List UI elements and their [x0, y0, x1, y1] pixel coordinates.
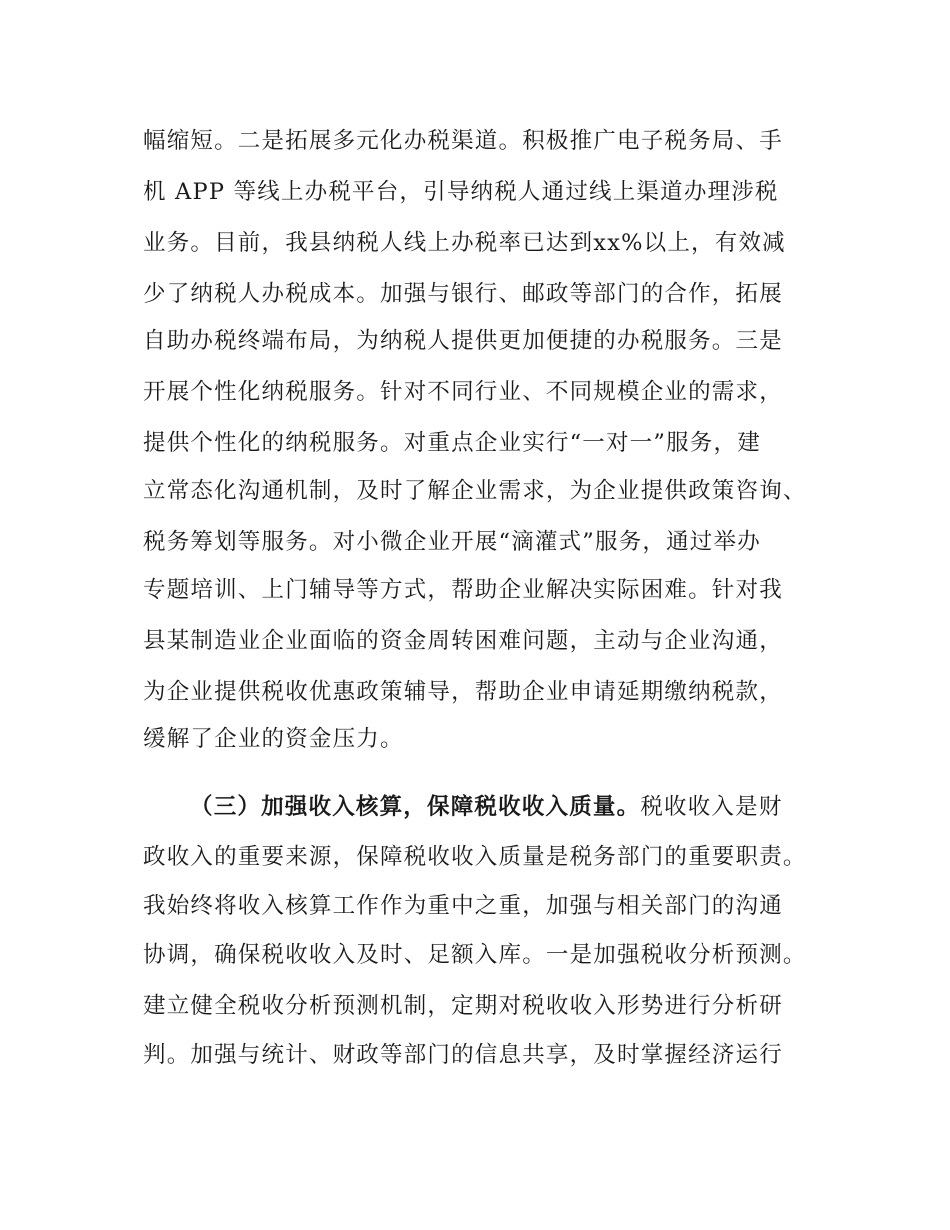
- body-text-line: 业务。目前，我县纳税人线上办税率已达到xx%以上，有效减: [143, 230, 786, 256]
- body-text-line: 立常态化沟通机制，及时了解企业需求，为企业提供政策咨询、: [143, 478, 807, 504]
- section-heading-line: [190, 792, 783, 822]
- body-text-line: 为企业提供税收优惠政策辅导，帮助企业申请延期缴纳税款，: [143, 679, 783, 705]
- body-text-line: 提供个性化的纳税服务。对重点企业实行“一对一”服务，建: [143, 430, 761, 456]
- body-text-line: 我始终将收入核算工作作为重中之重，加强与相关部门的沟通: [143, 893, 783, 919]
- body-text-line: 政收入的重要来源，保障税收收入质量是税务部门的重要职责。: [143, 844, 807, 870]
- body-text-line: 建立健全税收分析预测机制，定期对税收收入形势进行分析研: [143, 993, 783, 1019]
- body-text-line: 县某制造业企业面临的资金周转困难问题，主动与企业沟通，: [143, 628, 783, 654]
- body-text-line: 专题培训、上门辅导等方式，帮助企业解决实际困难。针对我: [143, 577, 783, 603]
- body-text-line: 幅缩短。二是拓展多元化办税渠道。积极推广电子税务局、手: [143, 128, 783, 154]
- body-text-line: 税务筹划等服务。对小微企业开展“滴灌式”服务，通过举办: [143, 529, 761, 555]
- body-text-line: 自助办税终端布局，为纳税人提供更加便捷的办税服务。三是: [143, 328, 783, 354]
- body-text-line: 机 APP 等线上办税平台，引导纳税人通过线上渠道办理涉税: [143, 179, 779, 205]
- section-heading: （三）加强收入核算，保障税收收入质量。: [190, 794, 641, 820]
- body-text-line: 开展个性化纳税服务。针对不同行业、不同规模企业的需求，: [143, 379, 783, 405]
- body-text-line: 缓解了企业的资金压力。: [143, 726, 404, 752]
- body-text-line: 判。加强与统计、财政等部门的信息共享，及时掌握经济运行: [143, 1042, 783, 1068]
- body-text-line: 协调，确保税收收入及时、足额入库。一是加强税收分析预测。: [143, 942, 807, 968]
- body-text-line: 少了纳税人办税成本。加强与银行、邮政等部门的合作，拓展: [143, 281, 783, 307]
- body-text: 税收收入是财: [640, 794, 783, 820]
